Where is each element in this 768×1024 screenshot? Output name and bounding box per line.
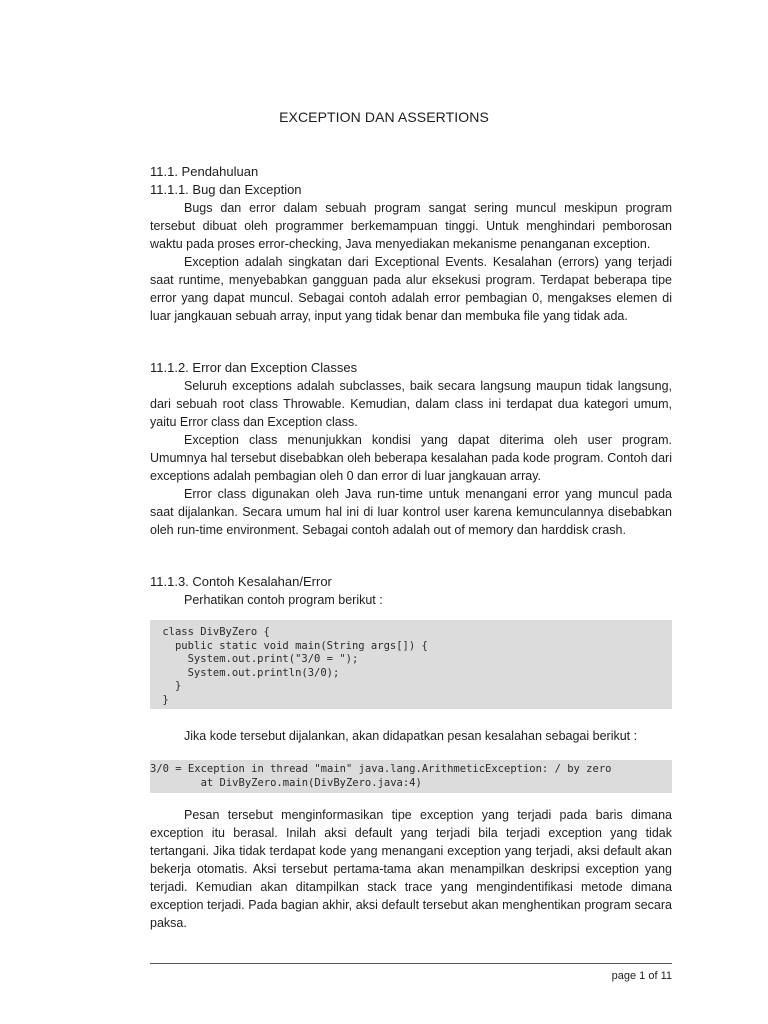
subsection-heading: 11.1.3. Contoh Kesalahan/Error (150, 574, 332, 589)
code-block: class DivByZero { public static void main(String args[]) { System.out.print("3/0 = "); System.out.println(3/0); } } (150, 620, 672, 709)
section-example-error (150, 573, 672, 609)
paragraph: Pesan tersebut menginformasikan tipe exception yang terjadi pada baris dimana exception itu berasal. Inilah aksi default yang terjadi bila terjadi exception yang tidak tertangani. Jika tidak terdapat kode yang menangani exception yang terjadi, aksi default akan bekerja otomatis. Aksi tersebut pertama-tama akan menampilkan deskripsi exception yang terjadi. Kemudian akan ditampilkan stack trace yang mengindentifikasi metode dimana exception terjadi. Pada bagian akhir, aksi default tersebut akan menghentikan program secara paksa. (150, 808, 672, 930)
section-heading: 11.1. Pendahuluan (150, 164, 259, 179)
output-intro-text: Jika kode tersebut dijalankan, akan didapatkan pesan kesalahan sebagai berikut : (184, 729, 638, 743)
output-intro (150, 727, 672, 745)
section-error-exception-classes (150, 359, 672, 539)
subsection-heading: 11.1.2. Error dan Exception Classes (150, 360, 358, 375)
paragraph: Exception adalah singkatan dari Exceptional Events. Kesalahan (errors) yang terjadi saat runtime, menyebabkan gangguan pada alur eksekusi program. Terdapat beberapa tipe error yang dapat muncul. Sebagai contoh adalah error pembagian 0, mengakses elemen di luar jangkauan sebuah array, input yang tidak benar dan membuka file yang tidak ada. (150, 255, 672, 323)
section-introduction (150, 163, 672, 325)
subsection-heading: 11.1.1. Bug dan Exception (150, 182, 302, 197)
paragraph: Bugs dan error dalam sebuah program sangat sering muncul meskipun program tersebut dibuat oleh programmer berkemampuan tinggi. Untuk menghindari pemborosan waktu pada proses error-checking, Java menyediakan mekanisme penanganan exception. (150, 201, 672, 251)
page-number: page 1 of 11 (611, 970, 672, 982)
explanation (150, 806, 672, 932)
paragraph: Error class digunakan oleh Java run-time untuk menangani error yang muncul pada saat dijalankan. Secara umum hal ini di luar kontrol user karena kemunculannya disebabkan oleh run-time environment. Sebagai contoh adalah out of memory dan harddisk crash. (150, 487, 672, 537)
code-intro-text: Perhatikan contoh program berikut : (184, 593, 383, 607)
paragraph: Exception class menunjukkan kondisi yang dapat diterima oleh user program. Umumnya hal tersebut disebabkan oleh beberapa kesalahan pada kode program. Contoh dari exceptions adalah pembagian oleh 0 dan error di luar jangkauan array. (150, 433, 672, 483)
document-title: EXCEPTION DAN ASSERTIONS (279, 109, 489, 125)
footer-divider (150, 963, 672, 964)
paragraph: Seluruh exceptions adalah subclasses, baik secara langsung maupun tidak langsung, dari sebuah root class Throwable. Kemudian, dalam class ini terdapat dua kategori umum, yaitu Error class dan Exception class. (150, 379, 672, 429)
console-output-block: 3/0 = Exception in thread "main" java.lang.ArithmeticException: / by zero at DivByZero.main(DivByZero.java:4) (150, 760, 672, 793)
